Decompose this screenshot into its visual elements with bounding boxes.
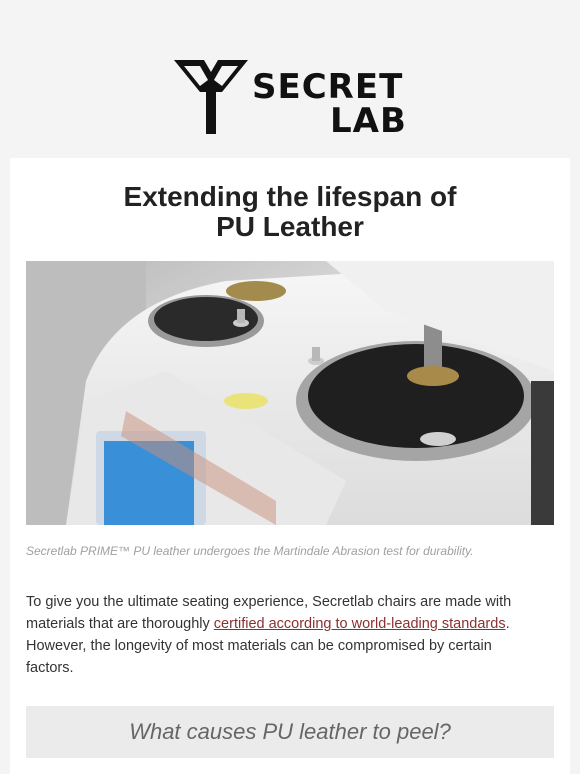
certified-standards-link[interactable]: certified according to world-leading standards <box>213 616 506 632</box>
title-line-2: PU Leather <box>216 211 364 242</box>
secretlab-logo[interactable] <box>174 58 414 141</box>
intro-paragraph <box>26 591 542 679</box>
email-header <box>0 0 580 158</box>
photo-caption: Secretlab PRIME™ PU leather undergoes the Martindale Abrasion test for durability. <box>26 544 474 558</box>
paragraph-text-end: . However, the longevity of most materials can be compromised by certain factors. <box>26 616 510 676</box>
article-title <box>10 182 570 242</box>
secretlab-emblem-icon <box>174 58 248 134</box>
paragraph-text-start: To give you the ultimate seating experience, Secretlab chairs are made with materials that are thoroughly <box>26 594 512 632</box>
section-heading-box <box>26 706 554 758</box>
content-card <box>10 158 570 774</box>
title-line-1: Extending the lifespan of <box>123 181 457 212</box>
martindale-test-photo[interactable] <box>26 261 554 525</box>
abrasion-tester-illustration <box>26 261 554 525</box>
logo-text-line1: SECRET <box>252 67 404 107</box>
section-heading: What causes PU leather to peel? <box>129 719 451 744</box>
logo-wordmark <box>252 67 407 141</box>
logo-text-line2: LAB <box>330 101 407 141</box>
